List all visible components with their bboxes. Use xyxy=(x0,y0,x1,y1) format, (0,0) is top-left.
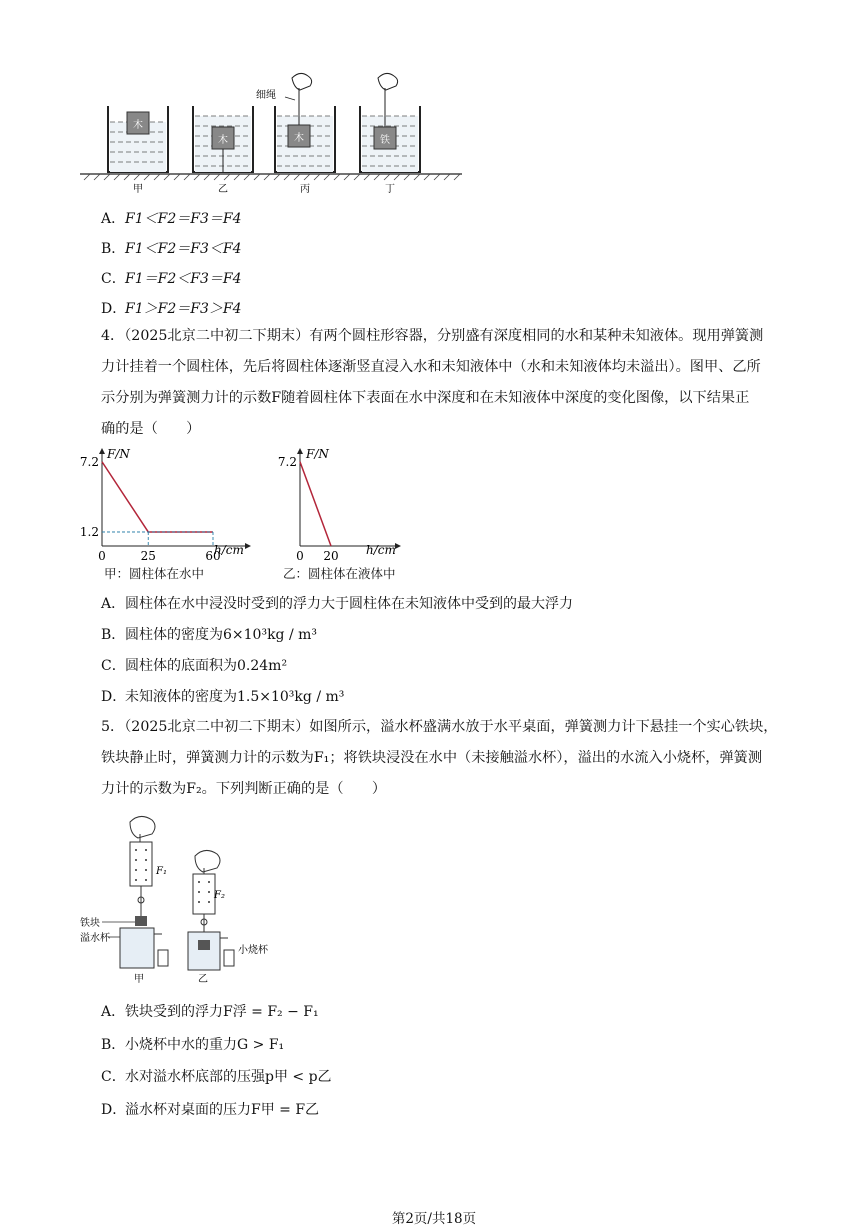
q4-option-c: C．圆柱体的底面积为0.24m² xyxy=(101,658,288,674)
x-tick-label: 25 xyxy=(140,549,156,563)
q3-option-a: A．F1＜F2＝F3＝F4 xyxy=(101,211,242,227)
q3-option-b: B．F1＜F2＝F3＜F4 xyxy=(101,241,242,257)
q4-stem: 4．（2025北京二中初二下期末）有两个圆柱形容器，分别盛有深度相同的水和某种未知液体。现用弹簧测 力计挂着一个圆柱体，先后将圆柱体逐渐竖直浸入水和未知液体中（水和未知液体均未溢出）。图甲、乙所 示分别为弹簧测力计的示数F随着圆柱体下表面在水中深度和在未知液体中深度的变化图像，以下结果正 确的是（ ） xyxy=(101,328,764,437)
q5-option-b: B．小烧杯中水的重力G > F₁ xyxy=(101,1037,285,1053)
chart-jia-caption: 甲：圆柱体在水中 xyxy=(104,566,205,581)
spring-scale-jia xyxy=(120,816,168,968)
jia-label: 甲 xyxy=(134,974,144,985)
container-label: 丁 xyxy=(385,184,395,195)
page-footer: 第2页/共18页 xyxy=(391,1211,477,1227)
iron-label: 铁块 xyxy=(80,918,100,929)
x-tick-label: 20 xyxy=(323,549,339,563)
chart-jia-xlabel: h/cm xyxy=(214,543,244,557)
block-label: 铁 xyxy=(380,135,390,146)
container-label: 乙 xyxy=(218,184,228,195)
f2-label: F₂ xyxy=(214,890,225,901)
q5-stem: 5．（2025北京二中初二下期末）如图所示，溢水杯盛满水放于水平桌面，弹簧测力计下悬挂一个实心铁块， 铁块静止时，弹簧测力计的示数为F₁；将铁块浸没在水中（未接触溢水杯），溢出的水流入小烧杯，弹簧测 力计的示数为F₂。下列判断正确的是（ ） xyxy=(101,719,778,797)
spring-scale-yi xyxy=(188,850,234,970)
y-tick-label: 7.2 xyxy=(277,454,297,469)
chart-jia-ylabel: F/N xyxy=(107,447,130,461)
container-jia xyxy=(108,106,168,172)
q3-option-d: D．F1＞F2＝F3＞F4 xyxy=(101,301,242,317)
chart-yi-ylabel: F/N xyxy=(306,447,329,461)
q4-option-d: D．未知液体的密度为1.5×10³kg / m³ xyxy=(101,689,345,705)
q5-option-d: D．溢水杯对桌面的压力F甲 = F乙 xyxy=(101,1102,320,1118)
block-label: 木 xyxy=(218,135,228,146)
q5-option-c: C．水对溢水杯底部的压强p甲 < p乙 xyxy=(101,1069,332,1085)
f1-label: F₁ xyxy=(156,866,167,877)
x-tick-label: 60 xyxy=(205,549,221,563)
series-line xyxy=(300,462,331,546)
small-cup-label: 小烧杯 xyxy=(238,945,268,956)
chart-jia xyxy=(80,446,260,566)
yi-label: 乙 xyxy=(198,974,208,985)
series-line xyxy=(102,462,213,532)
figure-containers xyxy=(80,70,465,195)
y-tick-label: 7.2 xyxy=(79,454,99,469)
x-tick-label: 0 xyxy=(98,549,106,563)
cup-label: 溢水杯 xyxy=(80,933,110,944)
chart-yi xyxy=(277,446,410,566)
block-label: 木 xyxy=(294,133,304,144)
container-bing xyxy=(275,73,335,172)
figure-overflow-cup xyxy=(80,812,280,987)
container-ding xyxy=(360,73,420,172)
x-tick-label: 0 xyxy=(296,549,304,563)
chart-yi-xlabel: h/cm xyxy=(366,543,396,557)
block-label: 木 xyxy=(133,120,143,131)
chart-yi-caption: 乙：圆柱体在液体中 xyxy=(283,566,396,581)
q4-option-a: A．圆柱体在水中浸没时受到的浮力大于圆柱体在未知液体中受到的最大浮力 xyxy=(101,596,573,612)
container-label: 丙 xyxy=(300,184,310,195)
string-label: 细绳 xyxy=(256,90,276,101)
q3-option-c: C．F1＝F2＜F3＝F4 xyxy=(101,271,242,287)
y-tick-label: 1.2 xyxy=(79,524,99,539)
container-label: 甲 xyxy=(133,184,143,195)
q5-option-a: A．铁块受到的浮力F浮 = F₂ − F₁ xyxy=(101,1004,319,1020)
q4-option-b: B．圆柱体的密度为6×10³kg / m³ xyxy=(101,627,318,643)
